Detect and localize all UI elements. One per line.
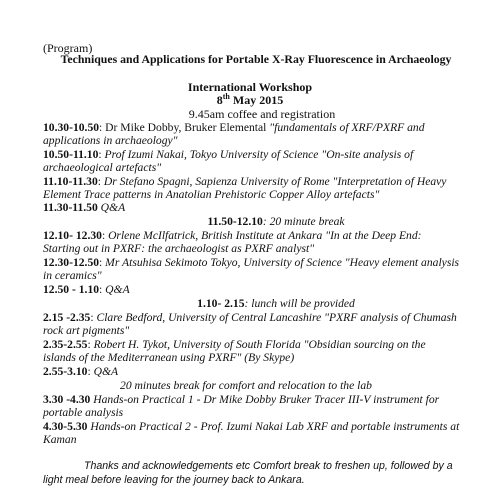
- schedule-continuation: [43, 434, 77, 446]
- break-text: : lunch will be provided: [244, 297, 355, 310]
- coffee-registration: 9.45am coffee and registration: [188, 107, 336, 121]
- schedule-item: [43, 284, 130, 296]
- schedule-continuation: [43, 162, 161, 174]
- closing-line-1: Thanks and acknowledgements etc Comfort break to freshen up, followed by a: [84, 460, 453, 472]
- break-text: : 20 minute break: [262, 215, 345, 228]
- schedule-continuation: [43, 135, 178, 147]
- speaker: Dr Mike Dobby, Bruker Elemental: [105, 121, 270, 134]
- qa-label: Q&A: [100, 201, 126, 214]
- qa-label: Q&A: [105, 283, 130, 296]
- schedule-time: 4.30-5.30: [43, 420, 88, 433]
- talk-title: "On-site analysis of: [321, 148, 414, 161]
- break-item: [26, 298, 500, 310]
- practical-text: Hands-on Practical 1 - Dr Mike Dobby Bruker Tracer III-V instrument for: [93, 393, 440, 406]
- schedule-time: 2.55-3.10: [43, 365, 88, 378]
- schedule-continuation: [43, 325, 129, 337]
- speaker: Orlene McIlfatrick, British Institute at Ankara: [108, 229, 326, 242]
- schedule-time: 11.10-11.30: [43, 175, 98, 188]
- break-time: 1.10- 2.15: [197, 297, 245, 310]
- sep: :: [101, 229, 109, 242]
- talk-title: "PXRF analysis of Chumash: [324, 311, 457, 324]
- sep: :: [99, 121, 106, 134]
- date-day: 8: [216, 93, 223, 107]
- schedule-time: 12.10- 12.30: [43, 229, 102, 242]
- talk-title: "Heavy element analysis: [344, 256, 460, 269]
- sep: :: [97, 175, 104, 188]
- practical-text: Hands-on Practical 2 - Prof. Izumi Nakai Lab XRF and portable instruments at: [90, 420, 460, 433]
- schedule-time: 3.30 -4.30: [43, 393, 91, 406]
- schedule-continuation: [43, 243, 314, 255]
- talk-title: "Obsidian sourcing on the: [303, 338, 426, 351]
- schedule-item: [43, 176, 446, 188]
- sep: :: [99, 283, 106, 296]
- talk-title-cont: rock art pigments": [43, 324, 130, 337]
- workshop-label: International Workshop: [187, 80, 313, 94]
- schedule-time: 12.50 - 1.10: [43, 283, 100, 296]
- schedule-time: 12.30-12.50: [43, 256, 100, 269]
- talk-title: "fundamentals of XRF/PXRF and: [269, 121, 425, 134]
- schedule-time: 2.15 -2.35: [43, 311, 91, 324]
- break-text: 20 minutes break for comfort and relocation to the lab: [120, 379, 372, 392]
- talk-title: "Interpretation of Heavy: [332, 175, 447, 188]
- schedule-time: 11.30-11.50: [43, 201, 98, 214]
- schedule-continuation: [43, 270, 102, 282]
- speaker: Clare Bedford, University of Central Lancashire: [96, 311, 325, 324]
- sep: :: [87, 338, 94, 351]
- schedule-item: [43, 421, 459, 433]
- schedule-continuation: [43, 352, 294, 364]
- speaker: Mr Atsuhisa Sekimoto Tokyo, University of Science: [105, 256, 345, 269]
- talk-title-cont: Starting out in PXRF: the archaeologist as PXRF analyst": [43, 242, 315, 255]
- schedule-item: [43, 149, 413, 161]
- sep: :: [98, 148, 105, 161]
- speaker: Robert H. Tykot, University of South Florida: [93, 338, 304, 351]
- talk-title-cont: Element Trace patterns in Anatolian Prehistoric Copper Alloy artefacts": [43, 188, 380, 201]
- schedule-time: 2.35-2.55: [43, 338, 88, 351]
- workshop-title: Techniques and Applications for Portable X-Ray Fluorescence in Archaeology: [60, 52, 452, 66]
- talk-title: "In at the Deep End:: [325, 229, 422, 242]
- schedule-item: [43, 257, 459, 269]
- talk-title-cont: in ceramics": [43, 269, 102, 282]
- schedule-continuation: [43, 407, 123, 419]
- break-item: [26, 216, 500, 228]
- workshop-date: [0, 94, 500, 106]
- qa-label: Q&A: [93, 365, 119, 378]
- talk-title-cont: islands of the Mediterranean using PXRF" (By Skype): [43, 351, 295, 364]
- sep: :: [87, 365, 94, 378]
- talk-title-cont: archaeological artefacts": [43, 161, 162, 174]
- speaker: Dr Stefano Spagni, Sapienza University of Rome: [103, 175, 333, 188]
- break-time: 11.50-12.10: [207, 215, 263, 228]
- speaker: Prof Izumi Nakai, Tokyo University of Science: [104, 148, 322, 161]
- closing-line-2: light meal before leaving for the journey back to Ankara.: [43, 474, 305, 486]
- talk-title-cont: applications in archaeology": [43, 134, 178, 147]
- schedule-item: [43, 339, 426, 351]
- date-suffix: th: [222, 92, 230, 101]
- program-label: (Program): [43, 41, 93, 55]
- practical-text-cont: portable analysis: [43, 406, 124, 419]
- schedule-item: [43, 230, 422, 242]
- schedule-time: 10.50-11.10: [43, 148, 99, 161]
- sep: :: [99, 256, 106, 269]
- date-rest: May 2015: [229, 93, 284, 107]
- schedule-item: [43, 394, 439, 406]
- schedule-time: 10.30-10.50: [43, 121, 100, 134]
- break-item: [0, 380, 496, 392]
- practical-text-cont: Kaman: [43, 433, 77, 446]
- schedule-item: [43, 366, 118, 378]
- schedule-continuation: [43, 189, 379, 201]
- schedule-item: [43, 312, 457, 324]
- schedule-item: [43, 122, 425, 134]
- sep: :: [90, 311, 97, 324]
- schedule-item: [43, 202, 125, 214]
